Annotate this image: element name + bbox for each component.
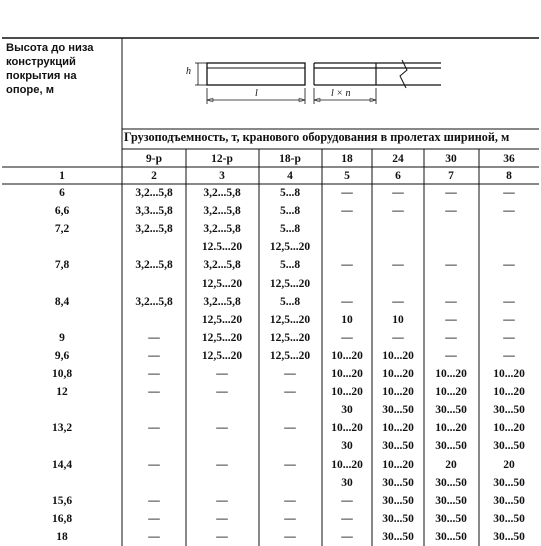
table-cell: 5...8	[279, 205, 301, 218]
diagram-label-lxn: l × n	[331, 88, 351, 99]
column-label: 18	[341, 153, 353, 165]
table-cell: 10	[392, 313, 404, 326]
table-cell: 3,2...5,8	[203, 295, 241, 308]
table-cell: 12,5...20	[201, 313, 243, 326]
table-cell: 12,5...20	[269, 331, 311, 344]
table-cell: —	[503, 295, 515, 308]
row-label-header: Высота до низа конструкций покрытия на опоре, м	[6, 42, 94, 96]
table-cell: 5...8	[279, 259, 301, 272]
column-number: 2	[151, 170, 157, 182]
table-cell: —	[216, 422, 228, 435]
column-number: 7	[448, 170, 454, 182]
table-cell: —	[392, 295, 404, 308]
table-cell: 30...50	[382, 530, 414, 543]
table-cell: —	[341, 205, 353, 218]
table-cell: —	[148, 368, 160, 380]
table-cell: 30...50	[435, 512, 467, 525]
column-number: 8	[506, 170, 512, 182]
table-cell: —	[148, 530, 160, 543]
table-cell: —	[284, 494, 296, 507]
table-cell: 30...50	[493, 476, 525, 489]
column-label: 36	[503, 153, 515, 165]
table-cell: —	[341, 512, 353, 525]
table-cell: 10...20	[493, 386, 525, 399]
table-cell: 12.5...20	[201, 241, 243, 254]
row-height-value: 6	[59, 187, 65, 199]
table-cell: —	[284, 386, 296, 399]
table-cell: —	[445, 205, 457, 218]
table-cell: 10...20	[382, 458, 414, 471]
table-cell: —	[503, 331, 515, 344]
table-cell: —	[284, 368, 296, 380]
table-cell: —	[216, 386, 228, 399]
table-cell: —	[148, 331, 160, 344]
table-cell: 20	[445, 458, 457, 471]
table-cell: 3,2...5,8	[135, 187, 173, 199]
table-cell: —	[341, 331, 353, 344]
table-cell: —	[216, 368, 228, 380]
row-height-value: 16,8	[51, 512, 73, 525]
table-cell: 5...8	[279, 295, 301, 308]
beam-diagram-left	[195, 63, 305, 104]
table-cell: 30	[341, 476, 353, 489]
table-cell: —	[392, 259, 404, 272]
table-cell: 3,3...5,8	[135, 205, 173, 218]
table-cell: 30...50	[493, 530, 525, 543]
table-cell: 3,2...5,8	[203, 187, 241, 199]
table-cell: —	[284, 530, 296, 543]
table-cell: 12,5...20	[201, 277, 243, 290]
table-cell: —	[445, 259, 457, 272]
table-cell: —	[216, 530, 228, 543]
row-height-value: 7,2	[54, 223, 70, 236]
table-cell: 20	[503, 458, 515, 471]
column-label: 12-р	[211, 153, 233, 165]
table-cell: —	[148, 512, 160, 525]
table-cell: —	[445, 295, 457, 308]
row-height-value: 9,6	[54, 349, 70, 362]
row-height-value: 15,6	[51, 494, 73, 507]
table-cell: —	[148, 349, 160, 362]
table-cell: 3,2...5,8	[135, 223, 173, 236]
table-cell: —	[341, 530, 353, 543]
table-cell: 10...20	[435, 422, 467, 435]
table-cell: 30...50	[435, 530, 467, 543]
column-label: 30	[445, 153, 457, 165]
table-cell: —	[503, 349, 515, 362]
table-cell: —	[503, 205, 515, 218]
table-cell: 10...20	[331, 458, 363, 471]
table-cell: —	[503, 259, 515, 272]
table-cell: 10...20	[382, 368, 414, 380]
table-cell: 30...50	[435, 404, 467, 417]
table-cell: —	[284, 512, 296, 525]
table-cell: 10	[341, 313, 353, 326]
diagram-label-l: l	[255, 88, 258, 99]
table-cell: 10...20	[435, 386, 467, 399]
table-cell: 12,5...20	[269, 349, 311, 362]
table-cell: 10...20	[331, 386, 363, 399]
table-cell: —	[445, 313, 457, 326]
table-cell: —	[341, 494, 353, 507]
table-cell: 3,2...5,8	[203, 259, 241, 272]
table-cell: 30...50	[493, 440, 525, 453]
table-cell: 10...20	[382, 386, 414, 399]
table-cell: —	[341, 295, 353, 308]
table-cell: 30...50	[435, 476, 467, 489]
table-cell: —	[216, 512, 228, 525]
table-cell: 30...50	[382, 476, 414, 489]
table-cell: 3,2...5,8	[135, 295, 173, 308]
table-cell: —	[148, 494, 160, 507]
table-cell: —	[216, 458, 228, 471]
column-number: 4	[287, 170, 293, 182]
table-cell: 10...20	[331, 422, 363, 435]
table-cell: 10...20	[382, 422, 414, 435]
table-cell: 30...50	[382, 494, 414, 507]
table-cell: 30...50	[382, 512, 414, 525]
table-cell: 5...8	[279, 187, 301, 199]
table-cell: 10...20	[331, 349, 363, 362]
table-cell: 12,5...20	[269, 277, 311, 290]
table-cell: —	[392, 187, 404, 199]
table-cell: —	[284, 422, 296, 435]
table-cell: —	[503, 313, 515, 326]
table-cell: —	[284, 458, 296, 471]
table-cell: 30...50	[382, 404, 414, 417]
table-cell: 30...50	[493, 512, 525, 525]
row-height-value: 10,8	[51, 368, 73, 380]
row-height-value: 18	[56, 530, 68, 543]
table-cell: —	[392, 205, 404, 218]
table-cell: 12,5...20	[269, 241, 311, 254]
table-cell: 10...20	[382, 349, 414, 362]
table-cell: 12,5...20	[201, 349, 243, 362]
table-cell: 30	[341, 404, 353, 417]
table-cell: 12,5...20	[201, 331, 243, 344]
table-cell: —	[148, 422, 160, 435]
row-height-value: 13,2	[51, 422, 73, 435]
table-cell: —	[341, 187, 353, 199]
table-cell: 30	[341, 440, 353, 453]
row-height-value: 6,6	[54, 205, 70, 218]
table-cell: 10...20	[435, 368, 467, 380]
table-cell: 30...50	[493, 404, 525, 417]
row-height-value: 7,8	[54, 259, 70, 272]
table-cell: —	[341, 259, 353, 272]
table-cell: —	[445, 349, 457, 362]
table-cell: —	[503, 187, 515, 199]
span-title: Грузоподъемность, т, кранового оборудования в пролетах шириной, м	[124, 130, 510, 144]
table-cell: 10...20	[493, 368, 525, 380]
table-cell: 30...50	[493, 494, 525, 507]
table-cell: 3,2...5,8	[135, 259, 173, 272]
table-cell: 12,5...20	[269, 313, 311, 326]
diagram-label-h: h	[186, 66, 191, 77]
table-cell: —	[148, 458, 160, 471]
column-label: 9-р	[146, 153, 162, 165]
column-number: 3	[219, 170, 225, 182]
column-number: 1	[59, 170, 65, 182]
row-height-value: 14,4	[51, 458, 73, 471]
table-cell: 3,2...5,8	[203, 205, 241, 218]
table-cell: 30...50	[382, 440, 414, 453]
table-cell: 30...50	[435, 440, 467, 453]
column-label: 18-р	[279, 153, 301, 165]
column-number: 6	[395, 170, 401, 182]
table-cell: —	[216, 494, 228, 507]
table-cell: —	[392, 331, 404, 344]
table-cell: 5...8	[279, 223, 301, 236]
row-height-value: 12	[56, 386, 68, 399]
table-cell: 3,2...5,8	[203, 223, 241, 236]
table-cell: 30...50	[435, 494, 467, 507]
column-label: 24	[392, 153, 404, 165]
table-cell: —	[445, 331, 457, 344]
table-cell: —	[445, 187, 457, 199]
row-height-value: 8,4	[54, 295, 70, 308]
table-cell: 10...20	[493, 422, 525, 435]
table-cell: —	[148, 386, 160, 399]
column-number: 5	[344, 170, 350, 182]
row-height-value: 9	[59, 331, 65, 344]
table-cell: 10...20	[331, 368, 363, 380]
